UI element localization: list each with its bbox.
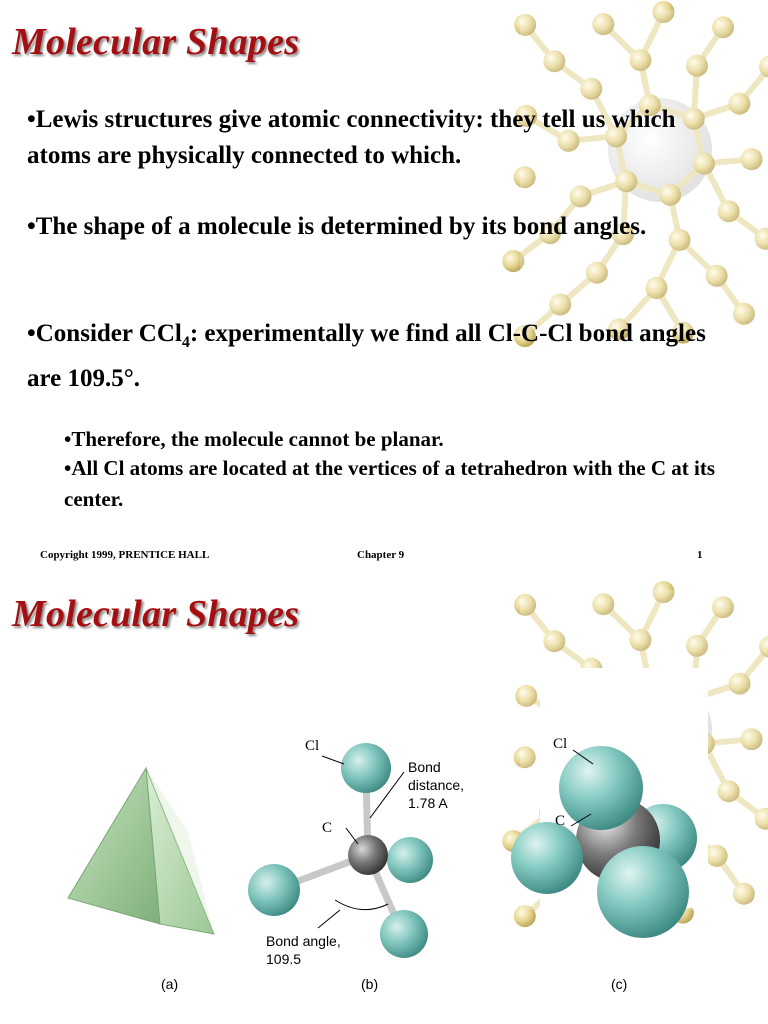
bond-angle-line-1: Bond angle, — [266, 933, 341, 949]
label-c-c: C — [555, 813, 566, 829]
chlorine-atom — [341, 743, 391, 793]
bond-distance-line-1: Bond — [408, 759, 441, 775]
slide-2 — [0, 572, 768, 1024]
bullet-ccl4 — [27, 316, 727, 397]
bond-angle-line-2: 109.5 — [266, 951, 302, 967]
chlorine-atom — [511, 822, 583, 894]
chlorine-atom — [559, 746, 643, 830]
chlorine-atom — [597, 846, 689, 938]
bond-distance-label — [408, 758, 464, 812]
carbon-atom — [348, 835, 388, 875]
bullet-shape: •The shape of a molecule is determined by its bond angles. — [27, 213, 647, 240]
bullet-ccl4-subscript: 4 — [181, 334, 190, 351]
panel-label-b: (b) — [361, 976, 379, 992]
bullet-ccl4-suffix: : experimentally we find all Cl-C-Cl bond angles are 109.5°. — [27, 320, 706, 392]
footer-chapter: Chapter 9 — [357, 549, 405, 561]
sub-bullet-planar: •Therefore, the molecule cannot be planar. — [64, 427, 444, 451]
bullet-lewis: •Lewis structures give atomic connectivity: they tell us which atoms are physically connected to which. — [27, 106, 676, 169]
panel-label-a: (a) — [161, 976, 179, 992]
slide-title: Molecular Shapes — [12, 21, 300, 63]
bullet-ccl4-prefix: •Consider CCl — [27, 320, 182, 347]
tetrahedron-figure — [60, 762, 230, 952]
chlorine-atom — [380, 910, 428, 958]
label-cl-c: Cl — [553, 736, 568, 752]
space-filling-figure — [505, 742, 705, 962]
panel-label-c: (c) — [611, 976, 628, 992]
label-cl-b: Cl — [305, 738, 320, 754]
bond-distance-line-2: distance, — [408, 777, 465, 793]
bond-angle-label — [266, 932, 341, 968]
chlorine-atom — [248, 864, 300, 916]
bond-distance-line-3: 1.78 A — [408, 795, 448, 811]
sub-bullet-tetrahedron: •All Cl atoms are located at the vertices of a tetrahedron with the C at its center. — [64, 456, 716, 511]
slide-title: Molecular Shapes — [12, 593, 300, 635]
chlorine-atom — [387, 837, 433, 883]
footer-page-number: 1 — [697, 549, 703, 561]
label-c-b: C — [322, 820, 333, 836]
footer-copyright: Copyright 1999, PRENTICE HALL — [40, 549, 210, 561]
